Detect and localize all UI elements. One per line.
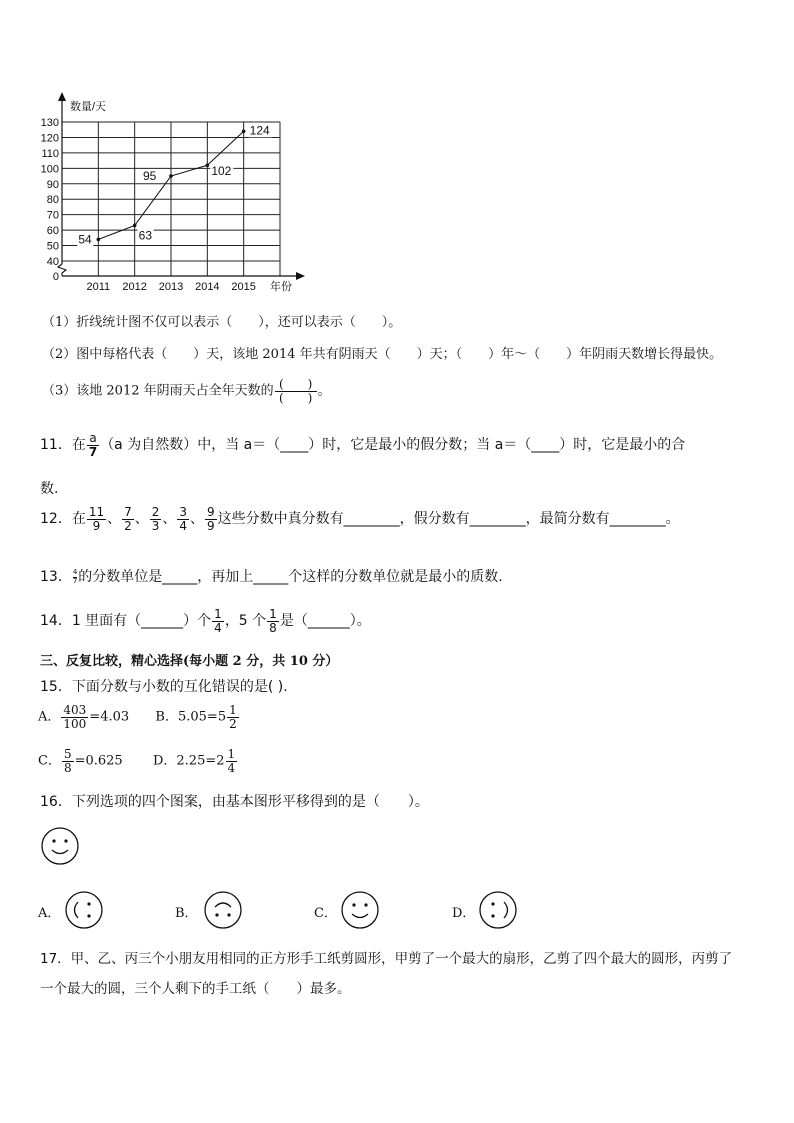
q15-option-b-fraction xyxy=(227,704,239,730)
q12-fraction xyxy=(150,506,162,532)
chart-data-label: 63 xyxy=(138,228,153,243)
q15-stem: 15．下面分数与小数的互化错误的是( ). xyxy=(40,679,288,695)
q15-option-d-label: D．2.25=2 xyxy=(152,753,225,769)
q12-fraction xyxy=(177,506,189,532)
q10-part3-text: （3）该地 2012 年阴雨天占全年天数的 xyxy=(42,383,274,399)
chart-y-tick-label: 70 xyxy=(46,209,59,222)
fraction-denominator: 7 xyxy=(88,444,98,459)
chart-data-point xyxy=(97,238,101,242)
fraction-numerator: 403 xyxy=(63,703,87,717)
fraction-denominator: 7 xyxy=(72,576,78,585)
chart-x-arrow xyxy=(296,272,305,280)
q14-text-c: 是（______）。 xyxy=(279,613,371,630)
q14-fraction-2 xyxy=(267,608,279,634)
fraction-numerator: 7 xyxy=(124,505,132,519)
q10-part3-end: 。 xyxy=(317,383,331,399)
fraction-numerator: a xyxy=(87,432,99,446)
fraction-denominator: 2 xyxy=(229,716,237,731)
q16-basic-smiley-icon xyxy=(40,826,80,866)
fraction-denominator: 9 xyxy=(207,518,215,533)
chart-axis-break xyxy=(58,264,66,276)
chart-y-tick-label: 90 xyxy=(46,178,59,191)
line-chart xyxy=(30,92,320,302)
q14-fraction-1 xyxy=(212,608,224,634)
q11-line2: 数. xyxy=(40,481,59,497)
chart-y-tick-label: 130 xyxy=(40,117,59,129)
chart-data-point xyxy=(242,129,246,133)
q12-fraction xyxy=(87,506,106,532)
separator: 、 xyxy=(107,511,122,528)
q15-options-row1 xyxy=(38,704,240,730)
chart-y-tick-label: 110 xyxy=(41,147,59,160)
chart-data-point xyxy=(169,174,173,178)
chart-x-tick-label: 2014 xyxy=(195,281,220,293)
fraction-denominator: ( ) xyxy=(278,390,313,405)
fraction-denominator: 4 xyxy=(227,760,236,775)
section-heading: 三、反复比较，精心选择(每小题 2 分，共 10 分） xyxy=(40,654,339,669)
fraction-numerator: ( ) xyxy=(275,378,317,392)
chart-data-label: 54 xyxy=(78,232,92,247)
q12-line xyxy=(40,506,680,532)
q14-text-a: 14．1 里面有（______）个 xyxy=(40,613,212,630)
chart-x-tick-label: 2015 xyxy=(231,281,256,293)
chart-x-axis-label: 年份 xyxy=(270,281,292,293)
separator: 、 xyxy=(162,511,177,528)
chart-x-tick-label: 2012 xyxy=(122,281,147,293)
chart-y-tick-label: 0 xyxy=(52,271,59,283)
fraction-numerator: 9 xyxy=(207,505,215,519)
q16-option-d-label: D． xyxy=(452,906,476,921)
q16-option-b-label: B． xyxy=(175,906,198,921)
chart-y-arrow xyxy=(58,92,66,101)
chart-x-tick-label: 2011 xyxy=(86,281,111,293)
chart-data-point xyxy=(133,224,137,228)
q16-option-b-face-icon xyxy=(203,890,243,930)
fraction-denominator: 8 xyxy=(269,620,277,635)
chart-data-label: 124 xyxy=(249,123,270,138)
q13-fraction xyxy=(73,569,77,585)
q14-text-b: ，5 个 xyxy=(224,613,267,630)
fraction-numerator: 1 xyxy=(269,607,277,621)
fraction-denominator: 3 xyxy=(151,518,160,533)
q10-part3-fraction xyxy=(275,378,317,404)
q10-part3 xyxy=(42,378,331,404)
fraction-numerator: 1 xyxy=(227,747,236,761)
q15-option-c-fraction xyxy=(62,748,74,774)
fraction-denominator: 2 xyxy=(124,518,132,533)
q16-stem: 16．下列选项的四个图案，由基本图形平移得到的是（ ）。 xyxy=(40,794,429,810)
q17-line1: 17．甲、乙、丙三个小朋友用相同的正方形手工纸剪圆形，甲剪了一个最大的扇形，乙剪了四个最大的圆形，丙剪了 xyxy=(40,951,733,967)
q16-option-c-face-icon xyxy=(340,890,380,930)
chart-y-tick-label: 60 xyxy=(46,225,59,238)
q11-fraction xyxy=(87,432,99,458)
fraction-numerator: 1 xyxy=(229,703,237,717)
chart-y-axis-label: 数量/天 xyxy=(70,101,107,113)
q10-part1: （1）折线统计图不仅可以表示（ ），还可以表示（ ）。 xyxy=(42,315,402,330)
fraction-denominator: 4 xyxy=(179,518,188,533)
q15-option-a-value: =4.03 xyxy=(89,709,130,725)
q12-text: 这些分数中真分数有________，假分数有________，最简分数有________。 xyxy=(217,511,680,528)
q16-option-a-label: A． xyxy=(38,906,61,921)
q11-lead: 11．在 xyxy=(40,437,86,454)
fraction-numerator: 2 xyxy=(151,505,160,519)
separator: 、 xyxy=(134,511,149,528)
q15-options-row2 xyxy=(38,748,238,774)
q17-line2: 一个最大的圆，三个人剩下的手工纸（ ）最多。 xyxy=(40,981,351,997)
fraction-denominator: 100 xyxy=(63,716,87,731)
q12-lead: 12．在 xyxy=(40,511,86,528)
chart-y-tick-label: 50 xyxy=(46,240,59,253)
q12-fraction xyxy=(122,506,134,532)
q11-line1 xyxy=(40,432,685,458)
chart-x-tick-label: 2013 xyxy=(158,281,184,293)
q10-part2: （2）图中每格代表（ ）天，该地 2014 年共有阴雨天（ ）天；（ ）年～（ ）年阴雨天数增长得最快。 xyxy=(42,347,723,362)
chart-data-label: 95 xyxy=(143,169,157,184)
chart-data-point xyxy=(206,163,210,167)
chart-y-tick-label: 100 xyxy=(40,163,59,176)
q15-option-a-label: A． xyxy=(38,709,61,725)
q13-text: 的分数单位是_____，再加上_____个这样的分数单位就是最小的质数. xyxy=(78,569,503,585)
q11-text: （a 为自然数）中，当 a＝（____）时，它是最小的假分数；当 a＝（____）时，它是最小的合 xyxy=(100,437,686,454)
q13-line xyxy=(40,566,503,586)
q15-option-a-fraction xyxy=(61,704,88,730)
q16-option-a-face-icon xyxy=(64,890,104,930)
q15-option-c-label: C． xyxy=(38,753,61,769)
fraction-numerator: 11 xyxy=(88,505,105,519)
fraction-numerator: 5 xyxy=(63,747,72,761)
fraction-denominator: 8 xyxy=(63,760,72,775)
q16-option-d-face-icon xyxy=(478,890,518,930)
q16-option-c-label: C． xyxy=(314,906,337,921)
q15-option-d-fraction xyxy=(226,748,238,774)
q13-lead: 13． xyxy=(40,569,72,585)
separator: 、 xyxy=(190,511,205,528)
fraction-numerator: 1 xyxy=(214,607,222,621)
fraction-numerator: 4 xyxy=(72,568,78,577)
chart-y-tick-label: 80 xyxy=(46,194,59,207)
fraction-denominator: 9 xyxy=(92,518,101,533)
fraction-denominator: 4 xyxy=(214,620,222,635)
q15-option-b-label: B．5.05=5 xyxy=(155,709,227,725)
q12-fraction xyxy=(205,506,217,532)
chart-y-tick-label: 40 xyxy=(46,256,59,268)
fraction-numerator: 3 xyxy=(179,505,188,519)
q15-option-c-value: =0.625 xyxy=(74,753,123,769)
q14-line xyxy=(40,608,371,634)
chart-data-label: 102 xyxy=(211,164,232,179)
chart-y-tick-label: 120 xyxy=(40,132,59,145)
